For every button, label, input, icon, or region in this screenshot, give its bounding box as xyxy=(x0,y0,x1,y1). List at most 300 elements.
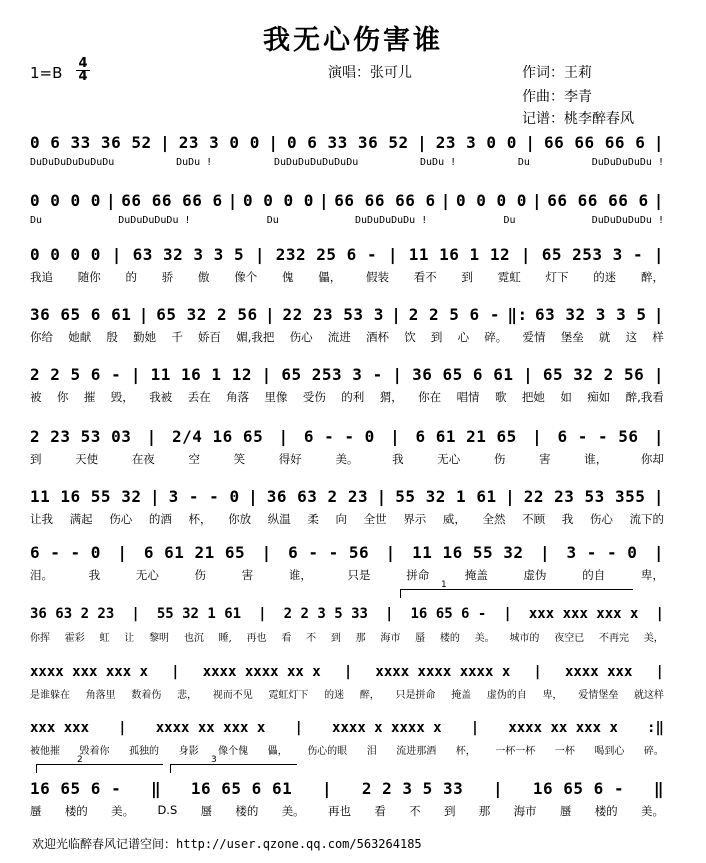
lyric-syllable: 如 xyxy=(560,390,572,404)
lyric-syllable: DuDu ! xyxy=(176,157,213,168)
lyric-syllable: DuDuDuDuDu ! xyxy=(118,215,191,226)
lyric-syllable: 霓虹灯下 xyxy=(268,690,309,701)
lyric-syllable: 伤心 xyxy=(289,330,313,344)
lyric-syllable: 我追 xyxy=(30,270,53,284)
lyricist-credit: 作词：王莉 xyxy=(522,65,592,81)
measure: 16 65 6 61 xyxy=(190,778,293,798)
lyric-syllable: 样 xyxy=(652,330,664,344)
lyric-syllable: 勤她 xyxy=(133,330,157,344)
lyric-syllable: 把她 xyxy=(521,390,545,404)
measure: xxxx xxx xyxy=(564,664,633,680)
lyric-syllable: 饮 xyxy=(404,330,416,344)
lyric-syllable: 城市的 xyxy=(509,633,540,644)
lyric-syllable: 杯， xyxy=(188,512,212,526)
volta-first: 1 xyxy=(400,589,633,598)
measure: 11 16 55 32 xyxy=(412,542,524,562)
lyric-line xyxy=(30,215,664,226)
lyric-syllable: DuDuDuDuDuDuDu xyxy=(30,157,115,168)
lyric-syllable: 向 xyxy=(335,512,347,526)
lyric-syllable: 威， xyxy=(442,512,466,526)
lyric-syllable: 再也 xyxy=(328,804,351,818)
note-line xyxy=(30,242,664,266)
lyric-line xyxy=(30,511,664,527)
measure: 11 16 1 12 xyxy=(150,364,252,384)
lyric-syllable: 角落里 xyxy=(85,690,116,701)
lyric-syllable: 唱情 xyxy=(456,390,480,404)
barline: | xyxy=(520,244,531,264)
lyric-syllable: 黎明 xyxy=(149,633,170,644)
measure: 2 23 53 03 xyxy=(30,426,132,446)
lyric-syllable: 醉,我看 xyxy=(625,390,664,404)
lyric-syllable: 流进 xyxy=(327,330,351,344)
transcriber-credit: 记谱：桃李醉春风 xyxy=(522,111,634,127)
lyric-syllable: 傲 xyxy=(198,270,210,284)
barline: | xyxy=(539,542,551,562)
lyric-syllable: 泪 xyxy=(366,746,377,757)
lyric-syllable: 在夜 xyxy=(131,452,155,466)
measure: 2 2 3 5 33 xyxy=(283,606,368,622)
barline: | xyxy=(653,542,664,562)
measure: 36 63 2 23 xyxy=(266,486,369,506)
barline: | xyxy=(376,486,387,506)
lyric-syllable: 娇百 xyxy=(198,330,222,344)
measure: 0 0 0 0 xyxy=(242,190,314,210)
measure: 65 253 3 - xyxy=(281,364,383,384)
lyric-syllable: 媚,我把 xyxy=(236,330,275,344)
lyric-syllable: 无心 xyxy=(437,452,461,466)
lyric-syllable: 喝到心 xyxy=(594,746,625,757)
measure: 0 6 33 36 52 xyxy=(287,132,409,152)
lyric-syllable: 伤心 xyxy=(109,512,133,526)
lyric-syllable: 的 xyxy=(125,270,137,284)
lyric-syllable: 醉， xyxy=(641,270,664,284)
footer-link[interactable]: 欢迎光临醉春风记谱空间：http://user.qzone.qq.com/563264185 xyxy=(32,837,422,851)
lyric-syllable: 歌 xyxy=(494,390,507,404)
barline: | xyxy=(319,190,330,210)
lyric-syllable: 到 xyxy=(430,330,443,344)
measure: 6 61 21 65 xyxy=(415,426,517,446)
barline: | xyxy=(227,190,238,210)
lyric-syllable: 酒杯 xyxy=(365,330,389,344)
note-line xyxy=(30,424,664,448)
lyric-syllable: 儡， xyxy=(318,270,342,284)
lyric-syllable: 里像 xyxy=(264,390,288,404)
lyric-syllable: 是谁躲在 xyxy=(30,690,70,701)
measure: 66 66 66 6 xyxy=(547,190,649,210)
lyric-syllable: 虚伪 xyxy=(523,568,547,582)
barline: | xyxy=(264,304,276,324)
note-line xyxy=(30,130,664,154)
lyric-syllable: 让我 xyxy=(30,512,53,526)
lyric-syllable: 美。 xyxy=(111,804,135,818)
lyric-syllable: 一杯一杯 xyxy=(495,746,536,757)
lyric-syllable: 美。 xyxy=(641,804,664,818)
lyric-syllable: 伤心的眼 xyxy=(307,746,348,757)
lyric-syllable: 纵温 xyxy=(267,512,291,526)
lyric-syllable: 美。 xyxy=(281,804,305,818)
lyric-syllable: 让 xyxy=(124,633,135,644)
barline: | xyxy=(387,244,398,264)
lyric-syllable: 身影 xyxy=(178,746,199,757)
lyric-syllable: 你挥 xyxy=(30,633,50,644)
measure: 2 2 5 6 - xyxy=(408,304,500,324)
measure: xxxx xxxx xxxx x xyxy=(375,664,511,680)
barline: | xyxy=(138,304,149,324)
lyric-syllable: 伤 xyxy=(493,452,506,466)
lyric-syllable: 卑， xyxy=(542,690,563,701)
lyric-syllable: Du xyxy=(517,157,530,168)
measure: 2 2 3 5 33 xyxy=(361,778,464,798)
measure: 66 66 66 6 xyxy=(121,190,223,210)
lyric-syllable: DuDuDuDuDu ! xyxy=(355,215,428,226)
measure: 6 - - 0 xyxy=(30,542,101,562)
lyric-syllable: 只是拼命 xyxy=(395,690,436,701)
measure: 65 32 2 56 xyxy=(542,364,645,384)
barline: | xyxy=(470,720,480,736)
lyric-line xyxy=(30,629,664,644)
lyric-syllable: 我被 xyxy=(149,390,173,404)
barline: | xyxy=(440,190,451,210)
barline: ‖: xyxy=(507,304,528,324)
barline: | xyxy=(385,542,396,562)
lyric-syllable: 到 xyxy=(443,804,456,818)
song-title: 我无心伤害谁 xyxy=(263,25,443,56)
lyric-syllable: 的自 xyxy=(582,568,606,582)
lyric-syllable: 卑， xyxy=(640,568,664,582)
lyric-syllable: 虚伪的自 xyxy=(486,690,527,701)
lyric-syllable: 不 xyxy=(409,804,421,818)
lyric-syllable: 到 xyxy=(30,452,42,466)
lyric-syllable: 杯， xyxy=(455,746,476,757)
lyric-syllable: 蜃 xyxy=(30,804,42,818)
lyric-syllable: 天使 xyxy=(75,452,99,466)
lyric-syllable: Du xyxy=(266,215,279,226)
barline: | xyxy=(261,364,272,384)
lyric-syllable: 美， xyxy=(643,633,664,644)
measure: 65 32 2 56 xyxy=(156,304,258,324)
lyric-syllable: 睡, xyxy=(218,633,232,644)
lyric-syllable: 儡， xyxy=(267,746,288,757)
barline: | xyxy=(392,364,403,384)
lyric-syllable: 到 xyxy=(330,633,341,644)
lyric-line xyxy=(30,451,664,467)
barline: :‖ xyxy=(647,720,664,736)
barline: | xyxy=(117,542,128,562)
lyric-syllable: 你放 xyxy=(228,512,252,526)
measure: 23 3 0 0 xyxy=(178,132,260,152)
barline: | xyxy=(149,486,161,506)
lyric-line xyxy=(30,389,664,405)
lyric-syllable: D.S xyxy=(157,803,178,817)
lyric-syllable: 霓虹 xyxy=(497,270,521,284)
measure: xxxx x xxxx x xyxy=(332,720,442,736)
lyric-syllable: 看 xyxy=(374,804,386,818)
lyric-syllable: 毁， xyxy=(110,390,134,404)
lyric-syllable: 千 xyxy=(171,330,183,344)
lyric-syllable: 碎。 xyxy=(643,746,664,757)
lyric-syllable: 的迷 xyxy=(593,270,617,284)
measure: 36 63 2 23 xyxy=(30,606,115,622)
barline: | xyxy=(146,426,157,446)
barline: | xyxy=(653,364,664,384)
lyric-syllable: 谁， xyxy=(288,568,312,582)
lyric-syllable: 我 xyxy=(88,568,101,582)
lyric-syllable: 像个傀 xyxy=(218,746,249,757)
barline: ‖ xyxy=(653,778,664,798)
lyric-syllable: 傀 xyxy=(282,270,294,284)
lyric-syllable: 蜃 xyxy=(200,804,213,818)
barline: | xyxy=(653,426,664,446)
barline: | xyxy=(106,190,117,210)
measure: xxxx xxx xxx x xyxy=(30,664,149,680)
barline: | xyxy=(258,606,267,622)
note-line xyxy=(30,302,664,326)
measure: 63 32 3 3 5 xyxy=(132,244,245,264)
lyric-line xyxy=(30,157,664,168)
barline: | xyxy=(278,426,289,446)
lyric-syllable: DuDuDuDuDu ! xyxy=(591,157,664,168)
measure: 6 - - 56 xyxy=(557,426,639,446)
lyric-syllable: 全世 xyxy=(363,512,387,526)
lyric-syllable: 得好 xyxy=(278,452,302,466)
lyric-syllable: 不再完 xyxy=(598,633,629,644)
note-line xyxy=(30,776,664,800)
measure: 23 3 0 0 xyxy=(435,132,517,152)
lyric-syllable: 也沉 xyxy=(183,633,204,644)
lyric-syllable: 美。 xyxy=(335,452,359,466)
note-line xyxy=(30,362,664,386)
lyric-syllable: 海市 xyxy=(513,804,537,818)
lyric-syllable: 就 xyxy=(598,330,611,344)
lyric-syllable: 掩盖 xyxy=(451,690,472,701)
measure: xxxx xxxx xx x xyxy=(202,664,321,680)
barline: | xyxy=(532,426,543,446)
lyric-line xyxy=(30,269,664,285)
barline: | xyxy=(118,720,127,736)
lyric-syllable: 泪。 xyxy=(30,568,53,582)
lyric-syllable: 你给 xyxy=(30,330,53,344)
key-signature: 1=B xyxy=(30,64,63,82)
barline: | xyxy=(505,486,516,506)
lyric-syllable: 我 xyxy=(561,512,574,526)
measure: 22 23 53 355 xyxy=(523,486,646,506)
lyric-syllable: 随你 xyxy=(77,270,101,284)
measure: 11 16 55 32 xyxy=(30,486,142,506)
barline: | xyxy=(254,244,265,264)
barline: | xyxy=(390,426,401,446)
lyric-syllable: 被他摧 xyxy=(30,746,60,757)
lyric-syllable: 毁着你 xyxy=(79,746,110,757)
measure: 232 25 6 - xyxy=(275,244,378,264)
composer-credit: 作曲：李青 xyxy=(522,89,592,105)
measure: 16 65 6 - xyxy=(532,778,625,798)
barline: | xyxy=(131,606,140,622)
lyric-syllable: 这 xyxy=(625,330,638,344)
lyric-syllable: 楼的 xyxy=(439,633,460,644)
measure: xxxx xx xxx x xyxy=(508,720,618,736)
measure: 16 65 6 - xyxy=(30,778,122,798)
measure: xxx xxx xyxy=(30,720,90,736)
lyric-syllable: 柔 xyxy=(307,512,319,526)
barline: | xyxy=(655,664,664,680)
lyric-syllable: 那 xyxy=(478,804,491,818)
lyric-syllable: 界示 xyxy=(403,512,427,526)
lyric-syllable: 掩盖 xyxy=(464,568,488,582)
lyric-syllable: 蜃 xyxy=(415,633,426,644)
lyric-syllable: 满起 xyxy=(69,512,93,526)
barline: | xyxy=(653,244,664,264)
lyric-syllable: 楼的 xyxy=(235,804,259,818)
measure: 22 23 53 3 xyxy=(282,304,384,324)
barline: | xyxy=(160,132,171,152)
lyric-syllable: 流下的 xyxy=(629,512,664,526)
lyric-syllable: 孤独的 xyxy=(129,746,160,757)
lyric-syllable: 受伤 xyxy=(302,390,326,404)
lyric-syllable: 堡垒 xyxy=(560,330,584,344)
barline: | xyxy=(503,606,512,622)
lyric-syllable: 看 xyxy=(281,633,292,644)
lyric-syllable: 你却 xyxy=(640,452,664,466)
measure: xxxx xx xxx x xyxy=(155,720,266,736)
measure: 6 - - 56 xyxy=(288,542,370,562)
volta-third: 3 xyxy=(170,764,297,773)
lyric-syllable: Du xyxy=(30,215,43,226)
lyric-syllable: DuDuDuDuDu ! xyxy=(591,215,664,226)
measure: 3 - - 0 xyxy=(168,486,240,506)
lyric-syllable: 爱情 xyxy=(522,330,546,344)
lyric-syllable: 全然 xyxy=(482,512,506,526)
lyric-syllable: 假装 xyxy=(366,270,389,284)
lyric-syllable: 碎。 xyxy=(484,330,508,344)
lyric-syllable: 再也 xyxy=(246,633,267,644)
measure: 6 61 21 65 xyxy=(143,542,246,562)
lyric-syllable: 醉， xyxy=(359,690,380,701)
measure: 6 - - 0 xyxy=(303,426,375,446)
lyric-syllable: 楼的 xyxy=(594,804,618,818)
barline: | xyxy=(653,486,664,506)
barline: | xyxy=(391,304,402,324)
lyric-syllable: 夜空已 xyxy=(554,633,585,644)
time-signature-top: 4 xyxy=(78,56,88,71)
measure: 0 6 33 36 52 xyxy=(30,132,152,152)
lyric-syllable: 空 xyxy=(188,452,200,466)
lyric-syllable: Du xyxy=(503,215,516,226)
lyric-syllable: 那 xyxy=(355,633,366,644)
singer-credit: 演唱：张可儿 xyxy=(328,65,412,81)
lyric-syllable: 楼的 xyxy=(64,804,88,818)
measure: 2/4 16 65 xyxy=(172,426,264,446)
lyric-syllable: 的酒 xyxy=(148,512,172,526)
lyric-syllable: 她献 xyxy=(68,330,92,344)
measure: 36 65 6 61 xyxy=(412,364,514,384)
barline: | xyxy=(130,364,141,384)
measure: 55 32 1 61 xyxy=(395,486,497,506)
lyric-syllable: 谁， xyxy=(584,452,608,466)
lyric-syllable: 就这样 xyxy=(633,690,664,701)
lyric-syllable: 角落 xyxy=(226,390,250,404)
lyric-syllable: 的迷 xyxy=(324,690,345,701)
measure: 2 2 5 6 - xyxy=(30,364,122,384)
lyric-syllable: 不 xyxy=(306,633,317,644)
lyric-syllable: 爱情堡垒 xyxy=(578,690,619,701)
lyric-syllable: 笑 xyxy=(233,452,246,466)
note-line xyxy=(30,540,664,564)
time-signature xyxy=(76,58,90,83)
barline: | xyxy=(655,606,664,622)
barline: | xyxy=(523,364,534,384)
barline: | xyxy=(385,606,394,622)
lyric-syllable: 害 xyxy=(241,568,254,582)
lyric-syllable: 海市 xyxy=(380,633,401,644)
lyric-syllable: 美。 xyxy=(474,633,495,644)
lyric-syllable: 流进那酒 xyxy=(396,746,437,757)
measure: 63 32 3 3 5 xyxy=(535,304,647,324)
measure: 3 - - 0 xyxy=(566,542,638,562)
lyric-syllable: 霍彩 xyxy=(64,633,85,644)
note-line xyxy=(30,484,664,508)
barline: | xyxy=(532,190,543,210)
lyric-syllable: 视而不见 xyxy=(212,690,253,701)
lyric-syllable: 灯下 xyxy=(545,270,569,284)
lyric-syllable: 丢在 xyxy=(187,390,211,404)
lyric-syllable: 的利 xyxy=(341,390,365,404)
note-line xyxy=(30,716,664,740)
measure: 65 253 3 - xyxy=(541,244,644,264)
lyric-syllable: 痴如 xyxy=(587,390,611,404)
lyric-syllable: 害 xyxy=(539,452,551,466)
barline: | xyxy=(248,486,259,506)
barline: | xyxy=(653,304,664,324)
measure: 11 16 1 12 xyxy=(408,244,511,264)
barline: | xyxy=(321,778,333,798)
barline: | xyxy=(492,778,504,798)
lyric-syllable: 到 xyxy=(461,270,473,284)
barline: | xyxy=(653,132,664,152)
lyric-syllable: 被 xyxy=(30,390,42,404)
measure: 66 66 66 6 xyxy=(334,190,436,210)
barline: | xyxy=(171,664,180,680)
measure: 36 65 6 61 xyxy=(30,304,132,324)
barline: | xyxy=(294,720,303,736)
lyric-syllable: 猬， xyxy=(379,390,403,404)
barline: | xyxy=(343,664,353,680)
barline: | xyxy=(261,542,272,562)
lyric-line xyxy=(30,567,664,583)
lyric-syllable: 骄 xyxy=(161,270,174,284)
volta-second: 2 xyxy=(36,764,163,773)
lyric-syllable: 蜃 xyxy=(559,804,572,818)
lyric-syllable: DuDuDuDuDuDuDu xyxy=(273,157,359,168)
lyric-line xyxy=(30,742,664,757)
time-signature-bottom: 4 xyxy=(76,70,90,83)
lyric-syllable: 我 xyxy=(392,452,404,466)
barline: | xyxy=(653,190,664,210)
lyric-syllable: 像个 xyxy=(234,270,258,284)
lyric-syllable: 无心 xyxy=(135,568,159,582)
lyric-syllable: DuDu ! xyxy=(420,157,457,168)
lyric-line xyxy=(30,329,664,345)
lyric-line xyxy=(30,686,664,701)
lyric-syllable: 看不 xyxy=(413,270,437,284)
barline: | xyxy=(525,132,536,152)
measure: 66 66 66 6 xyxy=(544,132,646,152)
lyric-syllable: 摧 xyxy=(83,390,96,404)
measure: 0 0 0 0 xyxy=(455,190,527,210)
lyric-syllable: 虹 xyxy=(99,633,110,644)
lyric-syllable: 伤心 xyxy=(589,512,613,526)
lyric-syllable: 伤 xyxy=(194,568,207,582)
lyric-syllable: 一杯 xyxy=(554,746,575,757)
